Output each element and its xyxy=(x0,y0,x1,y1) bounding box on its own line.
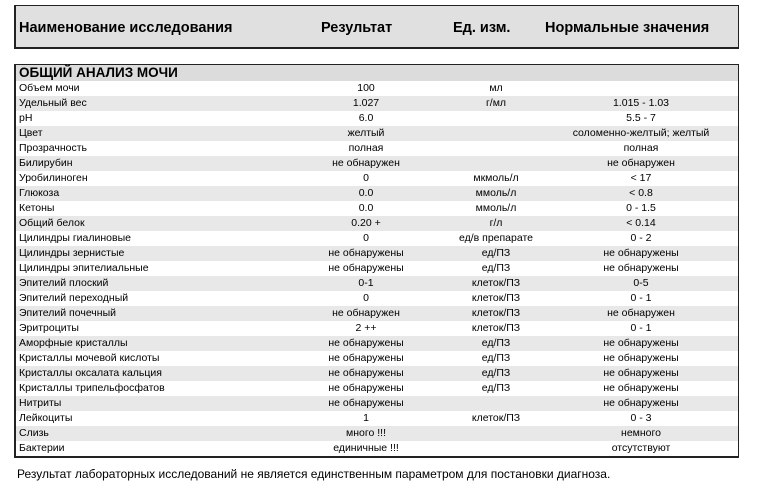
result-cell: 0-1 xyxy=(358,277,374,289)
table-row xyxy=(16,216,738,231)
normal-value-cell: не обнаружен xyxy=(607,157,675,169)
table-row xyxy=(16,276,738,291)
table-row xyxy=(16,306,738,321)
unit-cell: клеток/ПЗ xyxy=(471,412,521,424)
test-name-cell: Лейкоциты xyxy=(19,412,73,424)
result-cell: 0 xyxy=(363,172,369,184)
test-name-cell: Бактерии xyxy=(19,442,65,454)
unit-cell: ед/ПЗ xyxy=(481,247,511,259)
result-cell: 1 xyxy=(363,412,369,424)
normal-value-cell: полная xyxy=(623,142,659,154)
result-cell: 1.027 xyxy=(352,97,380,109)
table-row xyxy=(16,396,738,411)
result-cell: 0 xyxy=(363,232,369,244)
disclaimer-footnote: Результат лабораторных исследований не является единственным параметром для постановки диагноза. xyxy=(17,467,611,481)
normal-value-cell: не обнаружены xyxy=(603,337,679,349)
result-cell: полная xyxy=(348,142,384,154)
normal-value-cell: не обнаружены xyxy=(603,262,679,274)
result-cell: не обнаружен xyxy=(332,157,400,169)
table-row xyxy=(16,336,738,351)
table-row xyxy=(16,171,738,186)
normal-value-cell: < 0.8 xyxy=(629,187,653,199)
result-cell: 0.0 xyxy=(358,202,374,214)
table-row xyxy=(16,291,738,306)
normal-value-cell: не обнаружен xyxy=(607,307,675,319)
test-name-cell: Билирубин xyxy=(19,157,73,169)
normal-value-cell: < 0.14 xyxy=(626,217,656,229)
table-row xyxy=(16,381,738,396)
unit-cell: ед/ПЗ xyxy=(481,337,511,349)
result-cell: не обнаружены xyxy=(328,262,404,274)
test-name-cell: Кетоны xyxy=(19,202,55,214)
normal-value-cell: 0-5 xyxy=(633,277,649,289)
test-name-cell: Кристаллы мочевой кислоты xyxy=(19,352,160,364)
unit-cell: мкмоль/л xyxy=(473,172,519,184)
test-name-cell: Цилиндры зернистые xyxy=(19,247,125,259)
header-unit: Ед. изм. xyxy=(453,20,511,36)
normal-value-cell: не обнаружены xyxy=(603,247,679,259)
header-test-name: Наименование исследования xyxy=(19,20,233,36)
header-result: Результат xyxy=(321,20,393,36)
result-cell: не обнаружен xyxy=(332,307,400,319)
test-name-cell: Удельный вес xyxy=(19,97,87,109)
table-row xyxy=(16,111,738,126)
test-name-cell: pH xyxy=(19,112,33,124)
unit-cell: клеток/ПЗ xyxy=(471,322,521,334)
result-cell: единичные !!! xyxy=(333,442,399,454)
table-row xyxy=(16,186,738,201)
unit-cell: мл xyxy=(489,82,503,94)
table-row xyxy=(16,141,738,156)
normal-value-cell: 5.5 - 7 xyxy=(626,112,656,124)
test-name-cell: Общий белок xyxy=(19,217,85,229)
normal-value-cell: немного xyxy=(621,427,661,439)
section-title: ОБЩИЙ АНАЛИЗ МОЧИ xyxy=(16,65,738,81)
test-name-cell: Эпителий переходный xyxy=(19,292,129,304)
result-cell: желтый xyxy=(347,127,385,139)
normal-value-cell: не обнаружены xyxy=(603,352,679,364)
unit-cell: ед/ПЗ xyxy=(481,382,511,394)
test-name-cell: Эпителий почечный xyxy=(19,307,116,319)
test-name-cell: Эпителий плоский xyxy=(19,277,109,289)
result-cell: не обнаружены xyxy=(328,367,404,379)
column-header-bar xyxy=(14,5,739,49)
table-row xyxy=(16,321,738,336)
result-cell: не обнаружены xyxy=(328,337,404,349)
test-name-cell: Уробилиноген xyxy=(19,172,88,184)
unit-cell: клеток/ПЗ xyxy=(471,277,521,289)
normal-value-cell: < 17 xyxy=(630,172,652,184)
unit-cell: клеток/ПЗ xyxy=(471,307,521,319)
result-cell: много !!! xyxy=(346,427,386,439)
unit-cell: ед/ПЗ xyxy=(481,262,511,274)
table-row xyxy=(16,261,738,276)
table-row xyxy=(16,351,738,366)
test-name-cell: Прозрачность xyxy=(19,142,88,154)
normal-value-cell: соломенно-желтый; желтый xyxy=(572,127,710,139)
normal-value-cell: не обнаружены xyxy=(603,397,679,409)
table-row xyxy=(16,366,738,381)
result-cell: 6.0 xyxy=(358,112,374,124)
test-name-cell: Слизь xyxy=(19,427,49,439)
result-cell: 2 ++ xyxy=(355,322,377,334)
normal-value-cell: 1.015 - 1.03 xyxy=(612,97,670,109)
result-cell: 0 xyxy=(363,292,369,304)
table-row xyxy=(16,411,738,426)
table-row xyxy=(16,246,738,261)
result-cell: 0.20 + xyxy=(351,217,381,229)
result-cell: не обнаружены xyxy=(328,247,404,259)
table-row xyxy=(16,201,738,216)
results-table xyxy=(14,64,739,458)
table-row xyxy=(16,126,738,141)
header-normal-values: Нормальные значения xyxy=(545,20,710,36)
results-rows xyxy=(16,81,738,456)
result-cell: 100 xyxy=(357,82,375,94)
normal-value-cell: 0 - 1.5 xyxy=(626,202,656,214)
test-name-cell: Глюкоза xyxy=(19,187,60,199)
normal-value-cell: отсутствуют xyxy=(611,442,671,454)
normal-value-cell: 0 - 1 xyxy=(630,322,652,334)
unit-cell: ед/ПЗ xyxy=(481,367,511,379)
table-row xyxy=(16,441,738,456)
unit-cell: ед/в препарате xyxy=(458,232,534,244)
unit-cell: г/мл xyxy=(485,97,507,109)
test-name-cell: Цвет xyxy=(19,127,43,139)
normal-value-cell: 0 - 3 xyxy=(630,412,652,424)
unit-cell: ед/ПЗ xyxy=(481,352,511,364)
test-name-cell: Аморфные кристаллы xyxy=(19,337,128,349)
table-row xyxy=(16,156,738,171)
test-name-cell: Кристаллы трипельфосфатов xyxy=(19,382,165,394)
unit-cell: ммоль/л xyxy=(475,202,517,214)
table-row xyxy=(16,231,738,246)
test-name-cell: Кристаллы оксалата кальция xyxy=(19,367,162,379)
table-row xyxy=(16,96,738,111)
normal-value-cell: не обнаружены xyxy=(603,382,679,394)
test-name-cell: Эритроциты xyxy=(19,322,79,334)
test-name-cell: Цилиндры гиалиновые xyxy=(19,232,131,244)
test-name-cell: Объем мочи xyxy=(19,82,80,94)
result-cell: не обнаружены xyxy=(328,352,404,364)
normal-value-cell: 0 - 1 xyxy=(630,292,652,304)
result-cell: не обнаружены xyxy=(328,382,404,394)
test-name-cell: Нитриты xyxy=(19,397,62,409)
unit-cell: ммоль/л xyxy=(475,187,517,199)
result-cell: 0.0 xyxy=(358,187,374,199)
unit-cell: клеток/ПЗ xyxy=(471,292,521,304)
normal-value-cell: не обнаружены xyxy=(603,367,679,379)
table-row xyxy=(16,426,738,441)
result-cell: не обнаружены xyxy=(328,397,404,409)
test-name-cell: Цилиндры эпителиальные xyxy=(19,262,149,274)
table-row xyxy=(16,81,738,96)
normal-value-cell: 0 - 2 xyxy=(630,232,652,244)
unit-cell: г/л xyxy=(489,217,503,229)
